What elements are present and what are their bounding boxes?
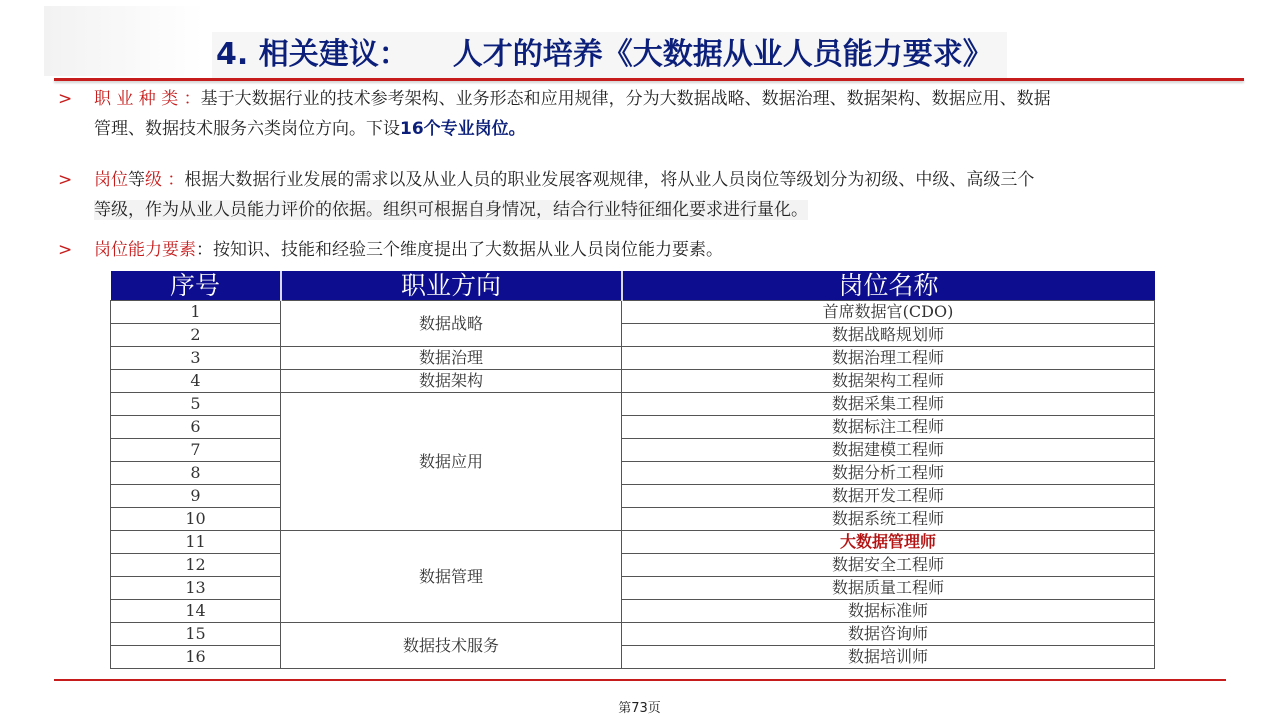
- bullet-elements: [58, 235, 1272, 265]
- job-cell: 数据治理工程师: [622, 347, 1155, 370]
- job-cell: 数据架构工程师: [622, 370, 1155, 393]
- table-row: [111, 646, 1155, 669]
- job-cell: 数据标注工程师: [622, 416, 1155, 439]
- direction-cell: 数据战略: [281, 301, 622, 347]
- jobs-table: [110, 271, 1155, 669]
- table-row: [111, 577, 1155, 600]
- levels-text-2: 等级，作为从业人员能力评价的依据。组织可根据自身情况，结合行业特征细化要求进行量化。: [94, 200, 808, 220]
- row-no: 9: [111, 485, 281, 508]
- header-decoration: [44, 6, 204, 76]
- elements-text: ：按知识、技能和经验三个维度提出了大数据从业人员岗位能力要素。: [196, 240, 723, 260]
- header-no: 序号: [111, 271, 281, 301]
- table-row: [111, 485, 1155, 508]
- page-number: 第73页: [618, 701, 661, 716]
- footer-divider: [54, 679, 1226, 681]
- row-no: 16: [111, 646, 281, 669]
- table-row: [111, 393, 1155, 416]
- row-no: 5: [111, 393, 281, 416]
- row-no: 7: [111, 439, 281, 462]
- direction-cell: 数据技术服务: [281, 623, 622, 669]
- table-row: [111, 301, 1155, 324]
- row-no: 10: [111, 508, 281, 531]
- categories-text: 基于大数据行业的技术参考架构、业务形态和应用规律，分为大数据战略、数据治理、数据架构、数据应用、数据: [200, 89, 1051, 109]
- job-cell: 数据系统工程师: [622, 508, 1155, 531]
- levels-label-a: 岗位: [94, 170, 128, 190]
- job-cell: 数据分析工程师: [622, 462, 1155, 485]
- job-cell: 首席数据官(CDO): [622, 301, 1155, 324]
- header-direction: 职业方向: [281, 271, 622, 301]
- table-row: [111, 370, 1155, 393]
- table-row: [111, 623, 1155, 646]
- categories-label: 职 业 种 类 ：: [94, 89, 201, 109]
- chevron-right-icon: >: [58, 170, 73, 190]
- slide-header: [44, 6, 1244, 80]
- row-no: 13: [111, 577, 281, 600]
- job-cell-highlighted: 大数据管理师: [622, 531, 1155, 554]
- title-divider: [54, 78, 1244, 81]
- chevron-right-icon: >: [58, 89, 73, 109]
- job-cell: 数据质量工程师: [622, 577, 1155, 600]
- table-row: [111, 508, 1155, 531]
- elements-label: 岗位能力要素: [94, 240, 196, 260]
- table-row: [111, 324, 1155, 347]
- job-cell: 数据安全工程师: [622, 554, 1155, 577]
- job-cell: 数据战略规划师: [622, 324, 1155, 347]
- page-title: [212, 32, 1007, 78]
- table-header-row: [111, 271, 1155, 301]
- job-cell: 数据培训师: [622, 646, 1155, 669]
- title-prefix: 4. 相关建议：: [216, 37, 409, 72]
- levels-label-c: 级 ：: [145, 170, 185, 190]
- header-job: 岗位名称: [622, 271, 1155, 301]
- title-text: 人才的培养《大数据从业人员能力要求》: [452, 37, 993, 72]
- bullet-levels: [58, 165, 1272, 225]
- row-no: 4: [111, 370, 281, 393]
- table-row: [111, 531, 1155, 554]
- direction-cell: 数据应用: [281, 393, 622, 531]
- row-no: 3: [111, 347, 281, 370]
- categories-text-2: 管理、数据技术服务六类岗位方向。下设: [94, 119, 400, 139]
- row-no: 1: [111, 301, 281, 324]
- bullet-categories: [58, 84, 1272, 144]
- chevron-right-icon: >: [58, 240, 73, 260]
- job-cell: 数据采集工程师: [622, 393, 1155, 416]
- row-no: 6: [111, 416, 281, 439]
- direction-cell: 数据架构: [281, 370, 622, 393]
- direction-cell: 数据治理: [281, 347, 622, 370]
- table-row: [111, 554, 1155, 577]
- row-no: 11: [111, 531, 281, 554]
- job-cell: 数据标准师: [622, 600, 1155, 623]
- table-row: [111, 347, 1155, 370]
- direction-cell: 数据管理: [281, 531, 622, 623]
- levels-text: 根据大数据行业发展的需求以及从业人员的职业发展客观规律，将从业人员岗位等级划分为初级、中级、高级三个: [184, 170, 1035, 190]
- row-no: 2: [111, 324, 281, 347]
- row-no: 12: [111, 554, 281, 577]
- row-no: 8: [111, 462, 281, 485]
- row-no: 15: [111, 623, 281, 646]
- levels-label-b: 等: [128, 170, 145, 190]
- row-no: 14: [111, 600, 281, 623]
- categories-highlight: 16个专业岗位。: [400, 119, 526, 139]
- table-row: [111, 600, 1155, 623]
- table-row: [111, 416, 1155, 439]
- table-row: [111, 439, 1155, 462]
- table-row: [111, 462, 1155, 485]
- job-cell: 数据建模工程师: [622, 439, 1155, 462]
- job-cell: 数据咨询师: [622, 623, 1155, 646]
- job-cell: 数据开发工程师: [622, 485, 1155, 508]
